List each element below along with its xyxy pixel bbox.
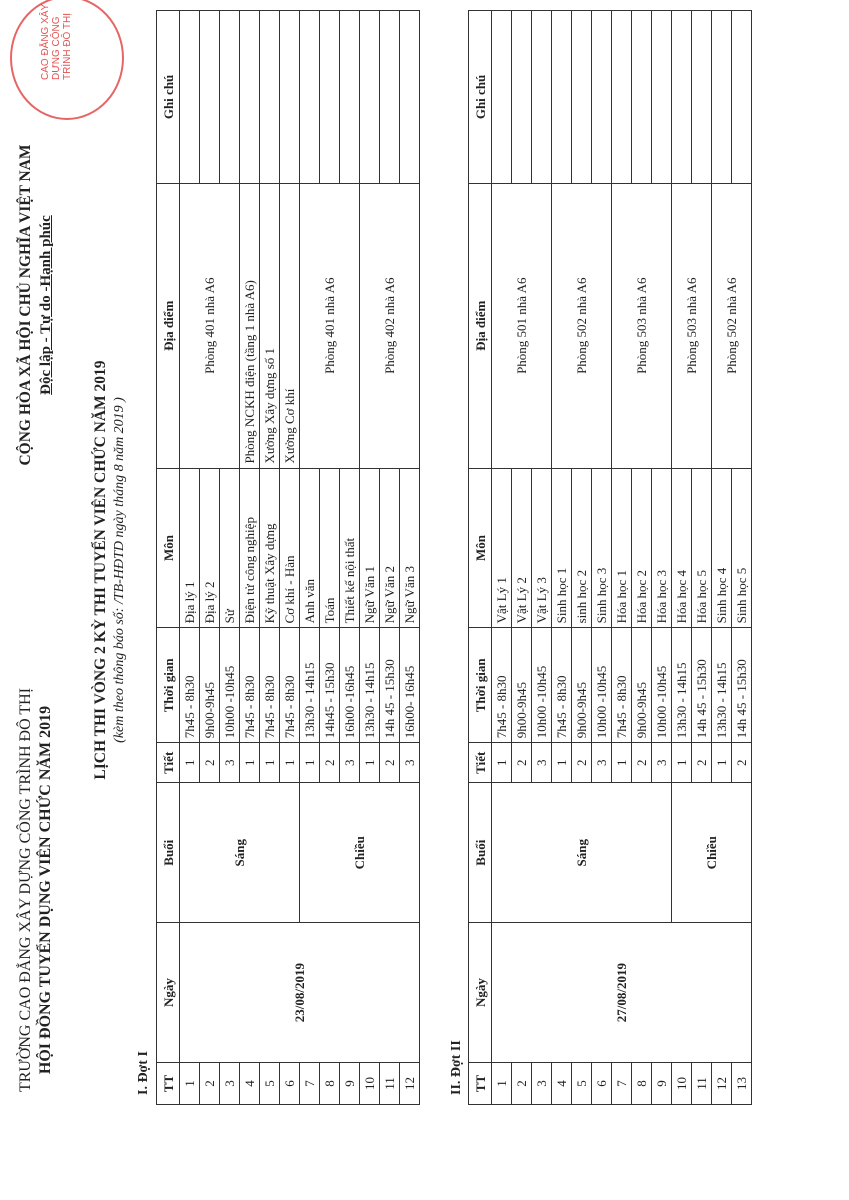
table-row: 11 2 14h 45 - 15h30 Ngữ Văn 2 (380, 11, 400, 1105)
school-name: TRƯỜNG CAO ĐẲNG XÂY DỰNG CÔNG TRÌNH ĐÔ THỊ (17, 687, 34, 1093)
col-session: Buổi (157, 783, 180, 923)
table-row: 13 2 14h 45 - 15h30 Sinh học 5 (732, 11, 752, 1105)
stamp-text: CAO ĐẲNG XÂY DỰNG CÔNG TRÌNH ĐÔ THỊ (40, 4, 73, 80)
table-row: 3 3 10h00 -10h45 Sử (220, 11, 240, 1105)
table-row: 8 2 9h00-9h45 Hóa học 2 (632, 11, 652, 1105)
session-afternoon: Chiều (300, 783, 420, 923)
col-location: Địa điểm (157, 183, 180, 468)
schedule-table-1 (156, 10, 420, 1105)
table-row: 6 3 10h00 -10h45 Sinh học 3 (592, 11, 612, 1105)
header-left (16, 630, 56, 1150)
table-row: 1 23/08/2019 Sáng 1 7h45 - 8h30 Địa lý 1 Phòng 401 nhà A6 (180, 11, 200, 1105)
table-row: 4 1 7h45 - 8h30 Điện tử công nghiệp Phòng NCKH điện (tầng 1 nhà A6) (240, 11, 260, 1105)
national-title: CỘNG HÒA XÃ HỘI CHỦ NGHĨA VIỆT NAM (17, 144, 34, 466)
location-cell: Phòng 402 nhà A6 (360, 183, 420, 468)
col-date: Ngày (469, 923, 492, 1063)
location-cell: Phòng NCKH điện (tầng 1 nhà A6) (240, 183, 260, 468)
col-subject: Môn (157, 468, 180, 628)
session-afternoon: Chiều (672, 783, 752, 923)
exam-date: 23/08/2019 (180, 923, 420, 1063)
table-row: 12 1 13h30 - 14h15 Sinh học 4 Phòng 502 nhà A6 (712, 11, 732, 1105)
table-row: 9 3 10h00 -10h45 Hóa học 3 (652, 11, 672, 1105)
table-row: 7 1 7h45 - 8h30 Hóa học 1 Phòng 503 nhà A6 (612, 11, 632, 1105)
table-row: 2 2 9h00-9h45 Vật Lý 2 (512, 11, 532, 1105)
table-row: 12 3 16h00- 16h45 Ngữ Văn 3 (400, 11, 420, 1105)
location-cell: Xưởng Xây dựng số 1 (260, 183, 280, 468)
col-time: Thời gian (469, 628, 492, 743)
table-row: 8 2 14h45 - 15h30 Toán (320, 11, 340, 1105)
col-note: Ghi chú (157, 11, 180, 184)
session-morning: Sáng (492, 783, 672, 923)
col-location: Địa điểm (469, 183, 492, 468)
section-1-label: I. Đợt I (136, 1051, 151, 1095)
col-period: Tiết (157, 743, 180, 783)
table-row: 6 1 7h45 - 8h30 Cơ khí - Hàn Xưởng Cơ khí (280, 11, 300, 1105)
location-cell: Phòng 401 nhà A6 (300, 183, 360, 468)
location-cell: Xưởng Cơ khí (280, 183, 300, 468)
location-cell: Phòng 502 nhà A6 (552, 183, 612, 468)
table-row: 7 Chiều 1 13h30 - 14h15 Anh văn Phòng 401 nhà A6 (300, 11, 320, 1105)
table-row: 9 3 16h00 -16h45 Thiết kế nội thất (340, 11, 360, 1105)
table-row: 5 1 7h45 - 8h30 Kỹ thuật Xây dựng Xưởng Xây dựng số 1 (260, 11, 280, 1105)
col-tt: TT (469, 1063, 492, 1105)
col-tt: TT (157, 1063, 180, 1105)
table-row: 11 2 14h 45 - 15h30 Hóa học 5 (692, 11, 712, 1105)
table-row: 3 3 10h00 -10h45 Vật Lý 3 (532, 11, 552, 1105)
col-date: Ngày (157, 923, 180, 1063)
exam-date: 27/08/2019 (492, 923, 752, 1063)
table-row: 10 Chiều 1 13h30 - 14h15 Hóa học 4 Phòng 503 nhà A6 (672, 11, 692, 1105)
table-row: 1 27/08/2019 Sáng 1 7h45 - 8h30 Vật Lý 1 Phòng 501 nhà A6 (492, 11, 512, 1105)
section-2-label: II. Đợt II (449, 1040, 464, 1095)
national-motto: Độc lập - Tự do -Hạnh phúc (38, 215, 54, 395)
table-header-row (469, 11, 492, 1105)
col-subject: Môn (469, 468, 492, 628)
council-name: HỘI ĐỒNG TUYỂN DỤNG VIÊN CHỨC NĂM 2019 (37, 705, 54, 1075)
col-note: Ghi chú (469, 11, 492, 184)
table-header-row (157, 11, 180, 1105)
page-title: LỊCH THI VÒNG 2 KỲ THI TUYỂN VIÊN CHỨC NĂM 2019 (92, 360, 109, 780)
table-row: 2 2 9h00-9h45 Địa lý 2 (200, 11, 220, 1105)
location-cell: Phòng 503 nhà A6 (612, 183, 672, 468)
table-row: 10 1 13h30 - 14h15 Ngữ Văn 1 Phòng 402 nhà A6 (360, 11, 380, 1105)
schedule-table-2 (468, 10, 752, 1105)
col-time: Thời gian (157, 628, 180, 743)
location-cell: Phòng 503 nhà A6 (672, 183, 712, 468)
location-cell: Phòng 401 nhà A6 (180, 183, 240, 468)
col-period: Tiết (469, 743, 492, 783)
table-row: 5 2 9h00-9h45 sinh học 2 (572, 11, 592, 1105)
table-row: 4 1 7h45 - 8h30 Sinh học 1 Phòng 502 nhà A6 (552, 11, 572, 1105)
location-cell: Phòng 502 nhà A6 (712, 183, 752, 468)
location-cell: Phòng 501 nhà A6 (492, 183, 552, 468)
col-session: Buổi (469, 783, 492, 923)
session-morning: Sáng (180, 783, 300, 923)
page-subtitle: (kèm theo thông báo số: /TB-HĐTD ngày tháng 8 năm 2019 ) (112, 397, 127, 743)
header-right (16, 70, 56, 540)
